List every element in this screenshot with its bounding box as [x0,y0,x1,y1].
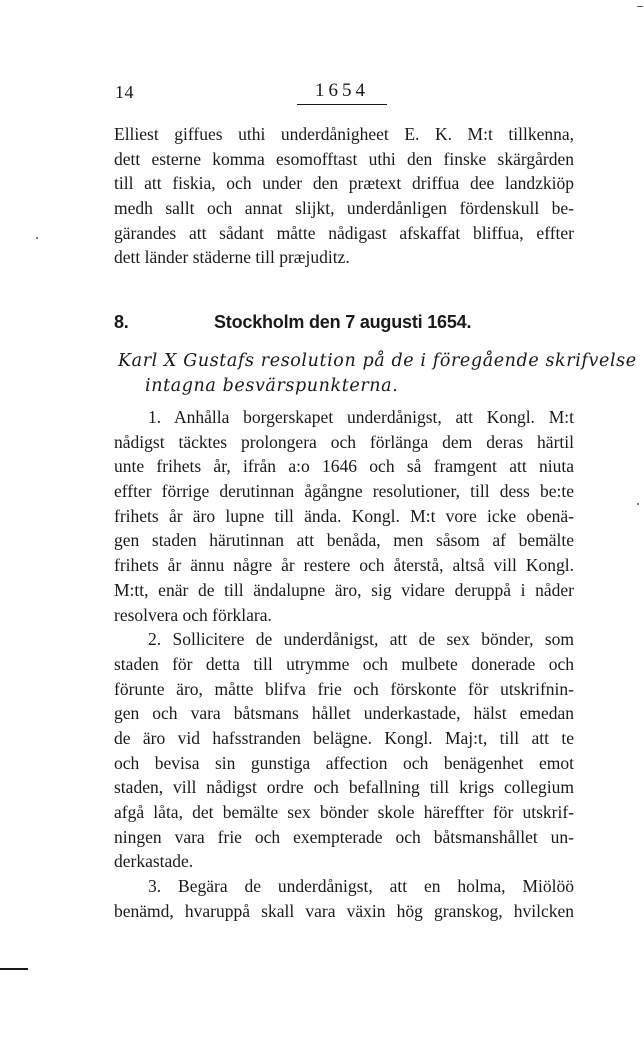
year-heading: 1654 [297,80,387,105]
resolution-body [114,405,574,923]
text-line: frihets år ännu någre år restere och återstå, altså vill Kongl. [114,555,574,576]
text-line: staden för detta till utrymme och mulbete donerade och [114,653,574,674]
subtitle-line: intagna besvärspunkterna. [145,375,399,396]
subtitle-line: Karl X Gustafs resolution på de i föregående skrifvelse [118,351,637,371]
margin-dot [36,237,38,239]
text-line: derkastade. [114,851,194,872]
paragraph-first-line: 3. Begära de underdånigst, att en holma, Miölöö [148,876,574,897]
text-line: benämd, hvaruppå skall vara växin hög granskog, hvilcken [114,900,574,921]
paragraph-first-line: 2. Sollicitere de underdånigst, att de sex bönder, som [148,629,574,650]
text-line: unte frihets år, ifrån a:o 1646 och så framgent att niuta [114,456,574,477]
text-line: de äro vid hafsstranden belägne. Kongl. Maj:t, till att te [114,727,574,748]
text-line: effter förrige derutinnan ågångne resolutioner, till dess be:te [114,481,574,502]
text-line: M:tt, enär de till ändalupne äro, sig vidare deruppå i nåder [114,579,574,600]
text-line: ningen vara frie och exempterade och båtsmanshållet un- [114,826,574,847]
document-subtitle [118,349,637,398]
page-number: 14 [115,82,134,102]
text-line: afgå låta, det bemälte sex bönder skole häreffter för utskrif- [114,802,574,822]
document-number: 8. [114,312,129,332]
text-line: Elliest giffues uthi underdånigheet E. K. M:t tillkenna, [114,124,574,144]
margin-dot [637,503,639,505]
document-title: Stockholm den 7 augusti 1654. [214,312,472,332]
text-line: dett länder städerne till præjuditz. [114,247,350,268]
text-line: gen staden härutinnan att benåda, men såsom af bemälte [114,530,574,551]
margin-mark [0,968,28,970]
text-line: gen och vara båtsmans hållet underkastade, hälst emedan [114,703,574,724]
text-line: resolvera och förklara. [114,604,272,625]
text-line: dett esterne komma esomofftast uthi den finske skärgården [114,148,574,169]
text-line: frihets år äro lupne till ända. Kongl. M:t vore icke obenä- [114,505,574,526]
intro-paragraph [114,122,574,270]
text-line: nådigst täcktes prolongera och förlänga dem deras härtil [114,431,574,452]
text-line: staden, vill nådigst ordre och befallning till krigs collegium [114,777,574,798]
text-line: medh sallt och annat slijkt, underdånligen fördenskull be- [114,198,574,219]
margin-dot [637,6,643,7]
text-line: och bevisa sin gunstiga affection och benägenhet emot [114,752,574,773]
text-line: förunte äro, måtte blifva frie och förskonte för utskrifnin- [114,678,574,699]
paragraph-first-line: 1. Anhålla borgerskapet underdånigst, att Kongl. M:t [148,407,574,427]
text-line: till att fiskia, och under den prætext driffua dee landzkiöp [114,173,574,194]
text-line: gärandes att sådant måtte nådigast afskaffat bliffua, effter [114,222,574,243]
